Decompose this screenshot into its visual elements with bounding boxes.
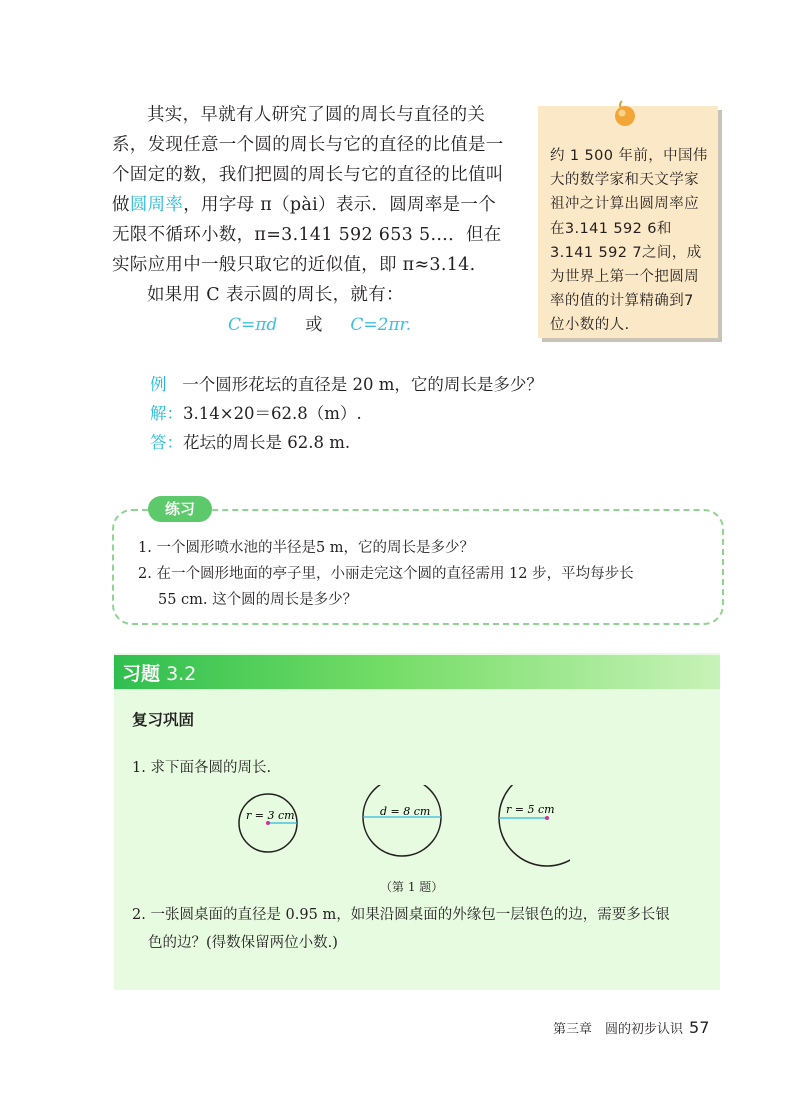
note-text: 约 1 500 年前，中国伟大的数学家和天文学家祖冲之计算出圆周率应在3.141 592 6和3.141 592 7之间，成为世界上第一个把圆周率的值的计算精确到7位小数的人. [550, 148, 708, 334]
history-note [538, 106, 718, 338]
formula-diameter: C=πd [228, 315, 278, 335]
page-footer [553, 1018, 709, 1037]
exercise-title [122, 659, 196, 686]
answer-label: 答： [150, 433, 183, 452]
exercise-question-1: 1. 求下面各圆的周长. [132, 760, 272, 776]
para-text-1: 其实，早就有人研究了圆的周长与直径的关系，发现任意一个圆的周长与它的直径的比值是一个固定的数，我们把圆的周长与它的直径的比值叫做 [112, 105, 504, 215]
main-paragraph [112, 100, 512, 310]
practice-item-2-cont: 55 cm. 这个圆的周长是多少？ [158, 592, 358, 608]
figure-caption: （第 1 题） [380, 880, 444, 894]
practice-item-2: 2. 在一个圆形地面的亭子里，小丽走完这个圆的直径需用 12 步，平均每步长 [138, 566, 634, 582]
formula-or: 或 [305, 315, 323, 335]
chapter-title: 第三章 圆的初步认识 [553, 1022, 684, 1037]
exercise-header [114, 655, 720, 689]
circles-figure [230, 785, 570, 880]
exercise-question-2-line2: 色的边？(得数保留两位小数.) [148, 935, 338, 951]
para-text-3: 如果用 C 表示圆的周长，就有： [147, 285, 404, 305]
circle-3 [499, 785, 570, 866]
exercise-question-2 [132, 901, 712, 957]
example-block [150, 370, 543, 457]
exercise-subtitle: 复习巩固 [132, 711, 195, 729]
practice-item-1: 1. 一个圆形喷水池的半径是5 m，它的周长是多少？ [138, 540, 475, 556]
practice-items [138, 535, 704, 613]
formula-line [228, 310, 411, 335]
circle-2-label: d = 8 cm [380, 805, 431, 818]
page-number: 57 [689, 1018, 710, 1037]
circle-2 [363, 785, 441, 856]
solution-label: 解： [150, 404, 183, 423]
example-question: 一个圆形花坛的直径是 20 m，它的周长是多少？ [182, 375, 543, 394]
answer-text: 花坛的周长是 62.8 m. [183, 433, 351, 452]
example-label: 例 [150, 375, 167, 394]
formula-radius: C=2πr. [350, 315, 412, 335]
solution-text: 3.14×20＝62.8（m）. [183, 404, 362, 423]
exercise-title-label: 习题 [122, 663, 161, 685]
practice-tag: 练习 [148, 496, 212, 522]
circle-3-label: r = 5 cm [506, 803, 555, 816]
para-text-2: ，用字母 π（pài）表示．圆周率是一个无限不循环小数，π=3.141 592 653 5…．但在实际应用中一般只取它的近似值，即 π≈3.14. [112, 195, 502, 275]
circle-1 [239, 794, 297, 852]
exercise-title-number: 3.2 [166, 663, 197, 685]
exercise-question-2-line1: 2. 一张圆桌面的直径是 0.95 m，如果沿圆桌面的外缘包一层银色的边，需要多长银 [132, 907, 670, 923]
pin-icon [612, 99, 640, 129]
term-pi-ratio: 圆周率 [129, 195, 184, 215]
circle-1-label: r = 3 cm [246, 809, 295, 822]
